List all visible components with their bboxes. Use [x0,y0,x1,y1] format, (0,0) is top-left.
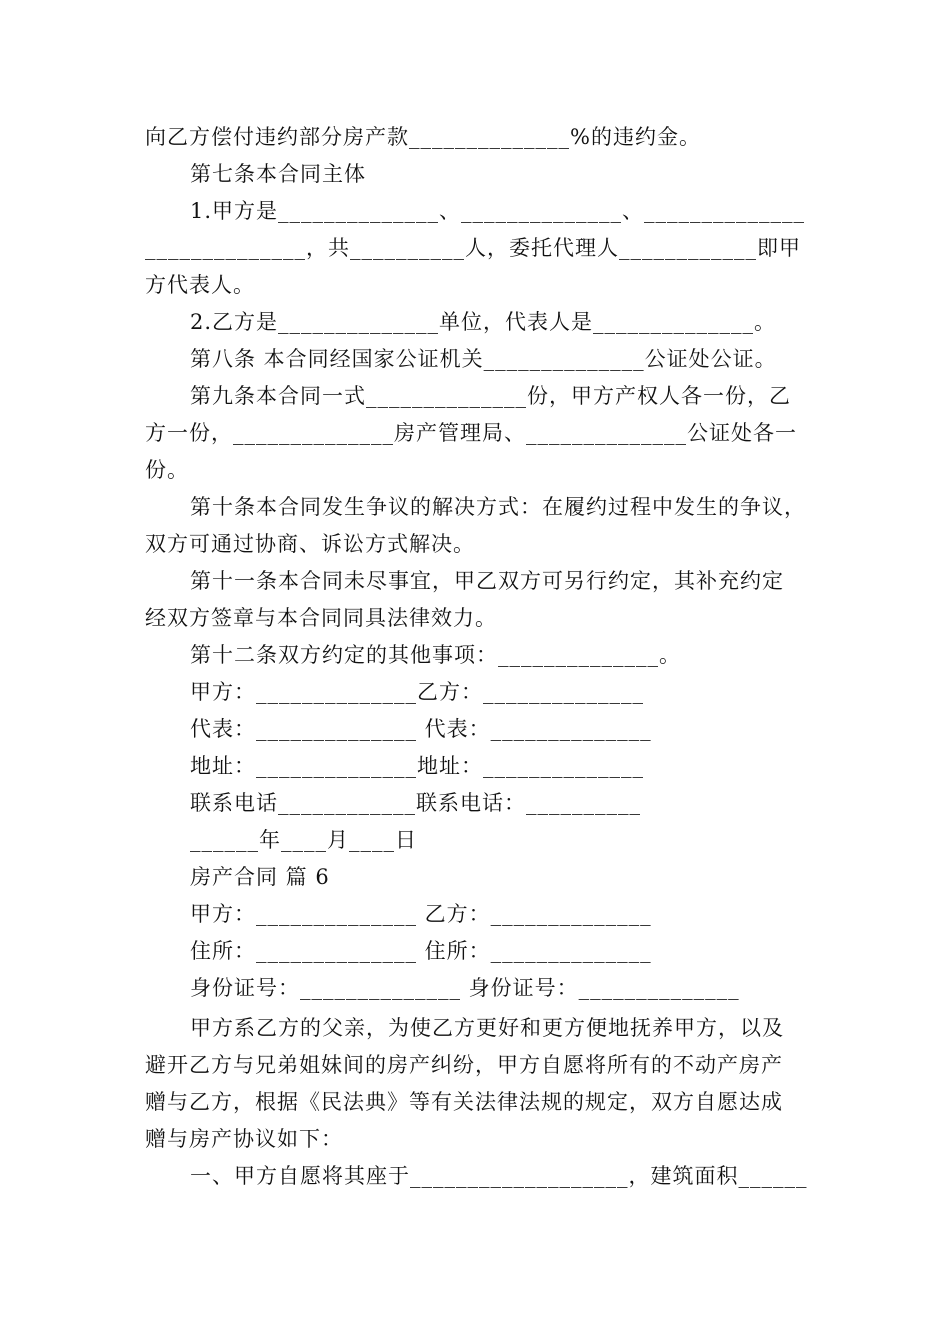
signature-party-row: 甲方：______________乙方：______________ [190,680,644,704]
contract-6-residence-row: 住所：______________ 住所：______________ [190,939,652,963]
contract-6-preamble-cont-2: 赠与乙方，根据《民法典》等有关法律法规的规定，双方自愿达成 [145,1090,783,1114]
clause-10: 第十条本合同发生争议的解决方式：在履约过程中发生的争议， [190,495,806,519]
clause-9: 第九条本合同一式______________份，甲方产权人各一份，乙 [190,384,791,408]
clause-7-item-1-cont: ______________，共__________人，委托代理人____________即甲 [145,236,801,260]
signature-phone-row: 联系电话____________联系电话：__________ [190,791,641,815]
clause-9-end: 份。 [145,458,189,482]
contract-6-article-1: 一、甲方自愿将其座于___________________，建筑面积______ [190,1164,808,1188]
clause-12: 第十二条双方约定的其他事项：______________。 [190,643,681,667]
contract-6-preamble-end: 赠与房产协议如下： [145,1127,343,1151]
clause-6-continuation: 向乙方偿付违约部分房产款______________%的违约金。 [145,125,701,149]
clause-7-item-1-end: 方代表人。 [145,273,255,297]
contract-6-preamble: 甲方系乙方的父亲，为使乙方更好和更方便地抚养甲方，以及 [190,1016,784,1040]
contract-6-preamble-cont-1: 避开乙方与兄弟姐妹间的房产纠纷，甲方自愿将所有的不动产房产 [145,1053,783,1077]
clause-7-item-2: 2.乙方是______________单位，代表人是______________。 [190,310,777,334]
contract-6-title: 房产合同 篇 6 [190,865,330,889]
clause-10-cont: 双方可通过协商、诉讼方式解决。 [145,532,475,556]
signature-representative-row: 代表：______________ 代表：______________ [190,717,652,741]
clause-9-cont: 方一份，______________房产管理局、______________公证处各一 [145,421,797,445]
contract-6-id-row: 身份证号：______________ 身份证号：______________ [190,976,740,1000]
contract-6-party-row: 甲方：______________ 乙方：______________ [190,902,652,926]
clause-11: 第十一条本合同未尽事宜，甲乙双方可另行约定，其补充约定 [190,569,784,593]
clause-11-cont: 经双方签章与本合同同具法律效力。 [145,606,497,630]
clause-7-item-1: 1.甲方是______________、______________、______________ [190,199,806,223]
clause-7-heading: 第七条本合同主体 [190,162,366,186]
clause-8: 第八条 本合同经国家公证机关______________公证处公证。 [190,347,777,371]
signature-address-row: 地址：______________地址：______________ [190,754,644,778]
signature-date-row: ______年____月____日 [190,828,417,852]
